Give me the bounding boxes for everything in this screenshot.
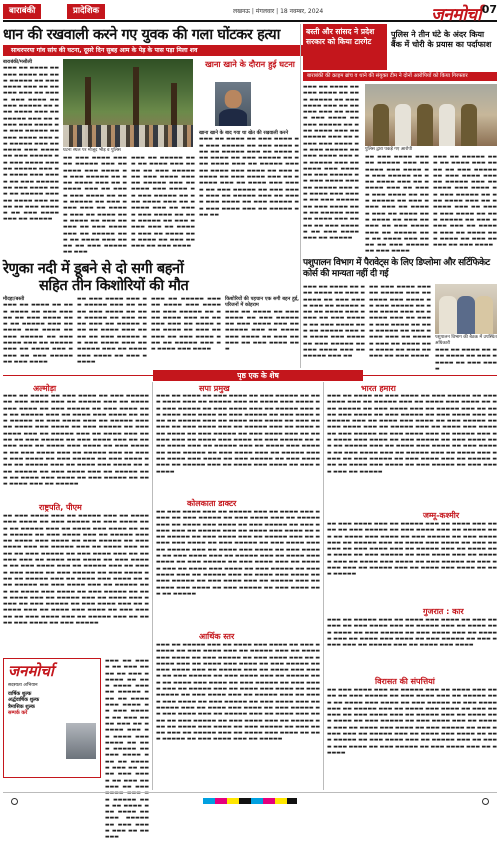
police-photo-caption: पुलिस द्वारा पकड़े गए आरोपी xyxy=(365,147,413,152)
accused-person xyxy=(395,104,411,146)
story-text-filler: ▬▬▬ ▬▬ ▬▬▬▬ ▬▬ ▬▬▬ ▬▬▬▬ ▬▬ ▬▬▬ ▬▬▬▬▬ ▬▬ ▬▬▬ ▬▬▬▬ ▬▬▬ ▬▬ ▬▬▬▬▬ ▬▬▬ ▬▬ ▬▬▬▬ ▬▬▬ ▬▬▬▬ ▬▬ ▬▬▬ ▬▬▬▬▬ ▬▬ ▬▬▬ ▬▬▬▬ ▬▬▬ ▬▬ ▬▬▬▬▬ ▬▬▬ ▬▬ ▬▬▬▬ ▬▬▬ ▬▬▬▬ ▬▬ ▬▬▬ ▬▬▬▬▬ ▬▬ ▬▬▬ ▬▬▬▬ ▬▬▬ ▬▬ ▬▬▬▬▬ ▬▬▬ ▬▬ ▬▬▬▬ ▬▬▬ ▬▬▬▬ ▬▬ ▬▬▬ ▬▬▬▬▬ ▬▬ ▬▬▬ ▬▬▬▬ ▬▬▬ ▬▬ ▬▬▬▬▬ ▬▬▬ ▬▬ ▬▬▬▬ ▬▬▬ ▬▬▬▬ ▬▬ ▬▬▬ ▬▬▬▬▬ ▬▬ ▬▬▬ ▬▬▬▬ ▬▬▬ ▬▬ ▬▬▬▬▬ ▬▬▬ ▬▬ ▬▬▬▬ ▬▬▬ ▬▬▬▬ ▬▬ ▬▬▬ ▬▬▬▬▬ ▬▬ ▬▬▬ ▬▬▬▬ ▬▬▬ ▬▬ ▬▬▬▬▬ ▬▬▬ ▬▬ ▬▬▬▬ ▬▬▬ ▬▬▬▬ ▬▬ ▬▬▬ ▬▬▬▬▬ ▬▬ ▬▬▬ ▬▬▬▬ ▬▬▬ ▬▬ ▬▬▬▬▬ ▬▬▬ ▬▬ ▬▬▬▬ ▬▬▬ ▬▬▬▬ ▬▬ ▬▬▬ ▬▬▬▬▬ ▬▬ ▬▬▬ ▬▬▬▬ ▬▬▬ ▬▬ ▬▬▬▬▬ ▬▬▬ ▬▬ ▬▬▬▬ ▬▬▬ ▬▬▬▬ ▬▬ ▬▬▬ ▬▬▬▬▬ ▬▬ ▬▬▬ ▬▬▬▬ ▬▬▬ ▬▬ ▬▬▬▬▬ xyxy=(327,393,497,475)
column-divider xyxy=(300,24,301,368)
cont-title-india-our: भारत हमारा xyxy=(361,384,396,393)
lead-text-col1 xyxy=(3,59,59,259)
page-number: 07 xyxy=(481,3,497,16)
cont-title-jammu-kashmir: जम्मू-कश्मीर xyxy=(423,511,460,520)
story-text-filler: ▬▬ ▬▬▬ ▬▬▬▬ ▬▬▬ ▬▬ ▬▬▬▬▬ ▬▬▬ ▬▬ ▬▬▬▬ ▬▬▬ ▬▬▬▬ ▬▬ ▬▬▬ ▬▬▬▬▬ ▬▬ ▬▬▬ ▬▬▬▬ ▬▬▬ ▬▬ ▬▬▬▬▬ ▬▬▬ ▬▬ ▬▬▬▬ ▬▬▬ ▬▬▬▬ ▬▬ ▬▬▬ ▬▬▬▬▬ ▬▬ ▬▬▬ ▬▬▬▬ ▬▬▬ ▬▬ ▬▬▬▬▬ ▬▬▬ ▬▬ ▬▬▬▬ ▬▬▬ ▬▬▬▬ ▬▬ ▬▬▬ ▬▬▬▬▬ xyxy=(77,296,147,365)
story-text-filler: ▬▬▬ ▬▬ ▬▬▬▬▬ ▬▬▬ ▬▬ ▬▬▬▬ ▬▬▬ ▬▬▬▬ ▬▬ ▬▬▬ ▬▬▬▬▬ ▬▬ ▬▬▬ ▬▬▬▬ ▬▬▬ ▬▬ ▬▬▬▬▬ ▬▬▬ ▬▬ ▬▬▬▬ ▬▬▬ ▬▬▬▬ ▬▬ ▬▬▬ ▬▬▬▬▬ ▬▬ ▬▬▬ ▬▬▬▬ ▬▬▬ ▬▬ ▬▬▬▬▬ ▬▬▬ ▬▬ ▬▬▬▬ ▬▬▬ ▬▬▬▬ ▬▬ ▬▬▬ ▬▬▬▬▬ ▬▬ ▬▬▬ ▬▬▬▬ ▬▬▬ ▬▬ ▬▬▬▬▬ ▬▬▬ ▬▬ ▬▬▬▬ ▬▬▬ ▬▬▬▬ ▬▬ ▬▬▬ ▬▬▬▬▬ ▬▬ ▬▬▬ ▬▬▬▬ xyxy=(433,154,497,249)
newspaper-brand: जनमोर्चा xyxy=(431,5,481,25)
story-text-filler: ▬▬▬ ▬▬ ▬▬▬▬▬ ▬▬▬ ▬▬ ▬▬▬▬ ▬▬▬ ▬▬▬▬ ▬▬ ▬▬▬ ▬▬▬▬▬ ▬▬ ▬▬▬ ▬▬▬▬ ▬▬▬ ▬▬ ▬▬▬▬▬ ▬▬▬ ▬▬ ▬▬▬▬ ▬▬▬ ▬▬▬▬ ▬▬ ▬▬▬ ▬▬▬▬▬ ▬▬ ▬▬▬ ▬▬▬▬ ▬▬▬ ▬▬ ▬▬▬▬▬ ▬▬▬ ▬▬ ▬▬▬▬ ▬▬▬ ▬▬▬▬ xyxy=(151,296,221,353)
issue-date-line: लखनऊ | मंगलवार | 18 नवम्बर, 2024 xyxy=(233,8,324,15)
cont-title-almora: अल्मोड़ा xyxy=(33,384,57,393)
cont-text-kolkata-doctor xyxy=(156,509,320,629)
person xyxy=(439,296,457,334)
registration-mark-icon xyxy=(11,798,18,805)
newspaper-page xyxy=(3,2,497,841)
face xyxy=(225,90,242,108)
crowd xyxy=(63,125,193,147)
cont-text-india-our xyxy=(327,393,497,509)
story-text-filler: ▬▬ ▬▬▬ ▬▬▬▬ ▬▬▬ ▬▬ ▬▬▬▬▬ ▬▬▬ ▬▬ ▬▬▬▬ ▬▬▬ ▬▬▬▬ ▬▬ ▬▬▬ ▬▬▬▬▬ ▬▬ ▬▬▬ ▬▬▬▬ ▬▬▬ ▬▬ ▬▬▬▬▬ ▬▬▬ ▬▬ ▬▬▬▬ ▬▬▬ ▬▬▬▬ ▬▬ ▬▬▬ ▬▬▬▬▬ ▬▬ ▬▬▬ ▬▬▬▬ ▬▬▬ ▬▬ ▬▬▬▬▬ ▬▬▬ ▬▬ ▬▬▬▬ ▬▬▬ ▬▬▬▬ ▬▬ ▬▬▬ ▬▬▬▬▬ ▬▬ ▬▬▬ ▬▬▬▬ ▬▬▬ ▬▬ ▬▬▬▬▬ ▬▬▬ ▬▬ ▬▬▬▬ ▬▬▬ ▬▬▬▬ ▬▬ ▬▬▬ ▬▬▬▬▬ ▬▬ ▬▬▬ ▬▬▬▬ ▬▬▬ ▬▬ ▬▬▬▬▬ ▬▬▬ ▬▬ ▬▬▬▬ ▬▬▬ ▬▬▬▬ ▬▬ ▬▬▬ ▬▬▬▬▬ ▬▬ ▬▬▬ ▬▬▬▬ ▬▬▬ ▬▬ ▬▬▬▬▬ ▬▬▬ ▬▬ ▬▬▬▬ ▬▬▬ ▬▬▬▬ ▬▬ ▬▬▬ ▬▬▬▬▬ ▬▬ ▬▬▬ ▬▬▬▬ ▬▬▬ ▬▬ ▬▬▬▬▬ ▬▬▬ ▬▬ ▬▬▬▬ ▬▬▬ ▬▬▬▬ ▬▬ ▬▬▬ ▬▬▬▬▬ ▬▬ ▬▬▬ ▬▬▬▬ ▬▬▬ ▬▬ ▬▬▬▬▬ ▬▬▬ ▬▬ ▬▬▬▬ ▬▬▬ ▬▬▬▬ ▬▬ ▬▬▬ ▬▬▬▬▬ ▬▬ ▬▬▬ ▬▬▬▬ ▬▬▬ ▬▬ ▬▬▬▬▬ ▬▬▬ ▬▬ ▬▬▬▬ ▬▬▬ ▬▬▬▬ ▬▬ ▬▬▬ ▬▬▬▬▬ ▬▬ ▬▬▬ ▬▬▬▬ ▬▬▬ ▬▬ ▬▬▬▬▬ ▬▬▬ ▬▬ ▬▬▬▬ ▬▬▬ ▬▬▬▬ ▬▬ ▬▬▬ ▬▬▬▬▬ ▬▬ ▬▬▬ ▬▬▬▬ ▬▬▬ ▬▬ ▬▬▬▬▬ ▬▬▬ ▬▬ ▬▬▬▬ ▬▬▬ ▬▬▬▬ ▬▬ ▬▬▬ ▬▬▬▬▬ xyxy=(3,513,149,627)
police-arrest-photo xyxy=(365,84,497,146)
promo-logo: जनमोर्चा xyxy=(8,662,54,680)
registration-mark-icon xyxy=(482,798,489,805)
vet-text-col3 xyxy=(435,347,497,372)
story-text-filler: ▬▬▬ ▬▬ ▬▬▬▬▬ ▬▬▬ ▬▬ ▬▬▬▬ ▬▬▬ ▬▬▬▬ ▬▬ ▬▬▬ ▬▬▬▬▬ ▬▬ ▬▬▬ ▬▬▬▬ ▬▬▬ ▬▬ ▬▬▬▬▬ ▬▬▬ ▬▬ ▬▬▬▬ ▬▬▬ ▬▬▬▬ ▬▬ ▬▬▬ ▬▬▬▬▬ ▬▬ ▬▬▬ ▬▬▬▬ ▬▬▬ ▬▬ ▬▬▬▬▬ ▬▬▬ ▬▬ ▬▬▬▬ ▬▬▬ ▬▬▬▬ ▬▬ ▬▬▬ ▬▬▬▬▬ ▬▬ ▬▬▬ ▬▬▬▬ ▬▬▬ ▬▬ ▬▬▬▬▬ ▬▬▬ ▬▬ ▬▬▬▬ ▬▬▬ ▬▬▬▬ ▬▬ ▬▬▬ ▬▬▬▬▬ ▬▬ ▬▬▬ ▬▬▬▬ ▬▬▬ ▬▬ ▬▬▬▬▬ ▬▬▬ ▬▬ ▬▬▬▬ ▬▬▬ ▬▬▬▬ ▬▬ ▬▬▬ ▬▬▬▬▬ ▬▬ ▬▬▬ ▬▬▬▬ ▬▬▬ ▬▬ ▬▬▬▬▬ ▬▬▬ ▬▬ ▬▬▬▬ ▬▬▬ ▬▬▬▬ ▬▬ ▬▬▬ ▬▬▬▬▬ ▬▬ ▬▬▬ ▬▬▬▬ ▬▬▬ ▬▬ ▬▬▬▬▬ ▬▬▬ ▬▬ ▬▬▬▬ ▬▬▬ ▬▬▬▬ ▬▬ ▬▬▬ ▬▬▬▬▬ ▬▬ ▬▬▬ ▬▬▬▬ ▬▬▬ ▬▬ ▬▬▬▬▬ ▬▬▬ ▬▬ ▬▬▬▬ ▬▬▬ ▬▬▬▬ ▬▬ ▬▬▬ ▬▬▬▬▬ ▬▬ ▬▬▬ ▬▬▬▬ ▬▬▬ ▬▬ ▬▬▬▬▬ ▬▬▬ ▬▬ ▬▬▬▬ ▬▬▬ ▬▬▬▬ ▬▬ ▬▬▬ ▬▬▬▬▬ ▬▬ ▬▬▬ ▬▬▬▬ ▬▬▬ ▬▬ ▬▬▬▬▬ ▬▬▬ ▬▬ ▬▬▬▬ ▬▬▬ ▬▬▬▬ ▬▬ ▬▬▬ ▬▬▬▬▬ ▬▬ ▬▬▬ ▬▬▬▬ ▬▬▬ ▬▬ ▬▬▬▬▬ ▬▬▬ ▬▬ ▬▬▬▬ ▬▬▬ ▬▬▬▬ ▬▬ ▬▬▬ ▬▬▬▬▬ ▬▬ ▬▬▬ ▬▬▬▬ ▬▬▬ ▬▬ ▬▬▬▬▬ xyxy=(156,642,320,743)
section-tab-barabanki: बाराबंकी xyxy=(3,4,41,19)
police-officer xyxy=(417,104,433,146)
accused-person xyxy=(439,104,455,146)
cont-text-almora xyxy=(3,393,149,501)
lead-text-col3 xyxy=(131,155,195,255)
top-right-headline: पुलिस ने तीन घंटे के अंदर किया बैंक में चोरी के प्रयास का पर्दाफाश xyxy=(391,30,492,49)
lead-text-filler: ▬▬▬ ▬▬ ▬▬▬▬ ▬▬ ▬▬▬ ▬▬▬▬ ▬▬ ▬▬▬ ▬▬▬▬▬ ▬▬ ▬▬▬ ▬▬▬▬ ▬▬▬ ▬▬ ▬▬▬▬▬ ▬▬▬ ▬▬ ▬▬▬▬ ▬▬▬ ▬▬▬▬ ▬▬ ▬▬▬ ▬▬▬▬▬ ▬▬ ▬▬▬ ▬▬▬▬ ▬▬▬ ▬▬ ▬▬▬▬▬ ▬▬▬ ▬▬ ▬▬▬▬ ▬▬▬ ▬▬▬▬ ▬▬ ▬▬▬ ▬▬▬▬▬ ▬▬ ▬▬▬ ▬▬▬▬ ▬▬▬ ▬▬ ▬▬▬▬▬ ▬▬▬ ▬▬ ▬▬▬▬ ▬▬▬ ▬▬▬▬ ▬▬ ▬▬▬ ▬▬▬▬▬ ▬▬ ▬▬▬ ▬▬▬▬ ▬▬▬ ▬▬ ▬▬▬▬▬ ▬▬▬ ▬▬ ▬▬▬▬ ▬▬▬ ▬▬▬▬ ▬▬ ▬▬▬ ▬▬▬▬▬ ▬▬ ▬▬▬ ▬▬▬▬ ▬▬▬ ▬▬ ▬▬▬▬▬ ▬▬▬ ▬▬ xyxy=(199,136,299,218)
page-footer xyxy=(3,792,497,807)
lead-text-filler: ▬▬▬ ▬▬ ▬▬▬▬ ▬▬ ▬▬▬ ▬▬▬▬ ▬▬ ▬▬▬ ▬▬▬▬▬ ▬▬ ▬▬▬ ▬▬▬▬ ▬▬▬ ▬▬ ▬▬▬▬▬ ▬▬▬ ▬▬ ▬▬▬▬ ▬▬▬ ▬▬▬▬ ▬▬ ▬▬▬ ▬▬▬▬▬ ▬▬ ▬▬▬ ▬▬▬▬ ▬▬▬ ▬▬ ▬▬▬▬▬ ▬▬▬ ▬▬ ▬▬▬▬ ▬▬▬ ▬▬▬▬ ▬▬ ▬▬▬ ▬▬▬▬▬ ▬▬ ▬▬▬ ▬▬▬▬ ▬▬▬ ▬▬ ▬▬▬▬▬ ▬▬▬ ▬▬ ▬▬▬▬ ▬▬▬ ▬▬▬▬ ▬▬ ▬▬▬ ▬▬▬▬▬ ▬▬ ▬▬▬ ▬▬▬▬ ▬▬▬ ▬▬ ▬▬▬▬▬ ▬▬▬ ▬▬ ▬▬▬▬ ▬▬▬ ▬▬▬▬ ▬▬ ▬▬▬ ▬▬▬▬▬ ▬▬ ▬▬▬ ▬▬▬▬ ▬▬▬ ▬▬ ▬▬▬▬▬ ▬▬▬ ▬▬ ▬▬▬▬ ▬▬▬ ▬▬▬▬ ▬▬ ▬▬▬ ▬▬▬▬▬ ▬▬ ▬▬▬ ▬▬▬▬ ▬▬▬ ▬▬ ▬▬▬▬▬ xyxy=(3,65,59,223)
lead-subline: साथरपरया गांव सांय की घटना, दूसरे दिन सुबह आम के पेड़ के पास पड़ा मिला शव xyxy=(3,45,303,56)
cont-title-president-pm: राष्ट्रपति, पीएम xyxy=(39,503,82,512)
top-right-text-col3 xyxy=(433,154,497,259)
promo-contact: सम्पर्क करें xyxy=(8,709,28,716)
vet-photo-caption: पशुपालन विभाग की बैठक में उपस्थित अधिकारी xyxy=(435,335,497,346)
cont-title-kolkata-doctor: कोलकाता डाक्टर xyxy=(187,499,237,508)
top-right-subline: बाराबंकी की क्राइम ब्रांच व थाने की संयुक्त टीम ने दोनों आरोपियों को किया गिरफ्तार xyxy=(303,72,497,81)
lead-box-headline: खाना खाने के दौरान हुई घटना xyxy=(205,59,295,69)
story-text-filler: ▬▬▬ ▬▬ ▬▬▬▬ ▬▬ ▬▬▬ ▬▬▬▬ ▬▬ ▬▬▬ ▬▬▬▬▬ ▬▬ ▬▬▬ ▬▬▬▬ ▬▬▬ ▬▬ ▬▬▬▬▬ ▬▬▬ ▬▬ ▬▬▬▬ ▬▬▬ ▬▬▬▬ ▬▬ ▬▬▬ ▬▬▬▬▬ ▬▬ ▬▬▬ ▬▬▬▬ ▬▬▬ ▬▬ ▬▬▬▬▬ ▬▬▬ ▬▬ ▬▬▬▬ ▬▬▬ ▬▬▬▬ ▬▬ ▬▬▬ ▬▬▬▬▬ ▬▬ ▬▬▬ ▬▬▬▬ ▬▬▬ ▬▬ ▬▬▬▬▬ ▬▬▬ ▬▬ xyxy=(303,284,365,360)
cont-title-economic-level: आर्थिक स्तर xyxy=(199,632,235,641)
drowning-dateline: मौदहा/बस्ती xyxy=(3,296,25,302)
story-text-filler: ▬▬▬ ▬▬ ▬▬▬▬▬ ▬▬▬ ▬▬ ▬▬▬▬ ▬▬▬ ▬▬▬▬ ▬▬ ▬▬▬ ▬▬▬▬▬ ▬▬ ▬▬▬ ▬▬▬▬ ▬▬▬ ▬▬ ▬▬▬▬▬ ▬▬▬ ▬▬ ▬▬▬▬ ▬▬▬ ▬▬▬▬ ▬▬ ▬▬▬ ▬▬▬▬▬ ▬▬ ▬▬▬ ▬▬▬▬ ▬▬▬ ▬▬ ▬▬▬▬▬ ▬▬▬ ▬▬ ▬▬▬▬ ▬▬▬ ▬▬▬▬ ▬▬ ▬▬▬ ▬▬▬▬▬ ▬▬ ▬▬▬ ▬▬▬▬ ▬▬▬ ▬▬ ▬▬▬▬▬ ▬▬▬ ▬▬ ▬▬▬▬ ▬▬▬ ▬▬▬▬ xyxy=(327,617,497,649)
lead-headline: धान की रखवाली करने गए युवक की गला घोंटकर हत्या xyxy=(3,26,280,43)
story-text-filler: ▬▬▬ ▬▬ ▬▬▬▬ ▬▬ ▬▬▬ ▬▬▬▬ ▬▬ ▬▬▬ ▬▬▬▬▬ ▬▬ ▬▬▬ ▬▬▬▬ ▬▬▬ ▬▬ ▬▬▬▬▬ ▬▬▬ ▬▬ ▬▬▬▬ ▬▬▬ ▬▬▬▬ ▬▬ ▬▬▬ ▬▬▬▬▬ ▬▬ ▬▬▬ ▬▬▬▬ ▬▬▬ ▬▬ ▬▬▬▬▬ ▬▬▬ ▬▬ ▬▬▬▬ ▬▬▬ ▬▬▬▬ ▬▬ ▬▬▬ ▬▬▬▬▬ ▬▬ ▬▬▬ ▬▬▬▬ ▬▬▬ ▬▬ ▬▬▬▬▬ ▬▬▬ ▬▬ ▬▬▬▬ ▬▬▬ ▬▬▬▬ ▬▬ ▬▬▬ ▬▬▬▬▬ ▬▬ ▬▬▬ ▬▬▬▬ ▬▬▬ ▬▬ ▬▬▬▬▬ ▬▬▬ ▬▬ ▬▬▬▬ ▬▬▬ ▬▬▬▬ ▬▬ ▬▬▬ ▬▬▬▬▬ ▬▬ ▬▬▬ ▬▬▬▬ ▬▬▬ ▬▬ ▬▬▬▬▬ ▬▬▬ ▬▬ ▬▬▬▬ ▬▬▬ ▬▬▬▬ ▬▬ ▬▬▬ ▬▬▬▬▬ ▬▬ ▬▬▬ ▬▬▬▬ ▬▬▬ ▬▬ ▬▬▬▬▬ ▬▬▬ ▬▬ ▬▬▬▬ ▬▬▬ ▬▬▬▬ ▬▬ ▬▬▬ ▬▬▬▬▬ ▬▬ ▬▬▬ ▬▬▬▬ ▬▬▬ ▬▬ ▬▬▬▬▬ ▬▬▬ ▬▬ ▬▬▬▬ ▬▬▬ ▬▬▬▬ ▬▬ ▬▬▬ ▬▬▬▬▬ ▬▬ ▬▬▬ ▬▬▬▬ ▬▬▬ ▬▬ ▬▬▬▬▬ ▬▬▬ ▬▬ ▬▬▬▬ ▬▬▬ ▬▬▬▬ ▬▬ ▬▬▬ ▬▬▬▬▬ xyxy=(156,393,320,475)
police-officer xyxy=(461,104,477,146)
lead-text-col4 xyxy=(199,130,299,255)
promo-annual: वार्षिक शुल्क xyxy=(8,691,32,697)
vet-text-col1 xyxy=(303,284,365,368)
vet-course-headline-line1: पशुपालन विभाग में पैरावेट्स के लिए डिप्लोमा और सर्टिफिकेट xyxy=(303,258,490,268)
column-divider xyxy=(152,382,153,790)
person xyxy=(475,296,493,334)
top-right-text-col1 xyxy=(303,84,359,259)
story-text-filler: ▬▬▬ ▬▬ ▬▬▬▬ ▬▬ ▬▬▬ ▬▬▬▬ ▬▬ ▬▬▬ ▬▬▬▬▬ ▬▬ ▬▬▬ ▬▬▬▬ ▬▬▬ ▬▬ ▬▬▬▬▬ ▬▬▬ ▬▬ ▬▬▬▬ ▬▬▬ ▬▬▬▬ ▬▬ ▬▬▬ ▬▬▬▬▬ ▬▬ ▬▬▬ ▬▬▬▬ ▬▬▬ ▬▬ ▬▬▬▬▬ ▬▬▬ ▬▬ ▬▬▬▬ ▬▬▬ ▬▬▬▬ ▬▬ ▬▬▬ ▬▬▬▬▬ ▬▬ ▬▬▬ ▬▬▬▬ ▬▬▬ ▬▬ ▬▬▬▬▬ ▬▬▬ ▬▬ ▬▬▬▬ ▬▬▬ ▬▬▬▬ ▬▬ ▬▬▬ ▬▬▬▬▬ ▬▬ ▬▬▬ ▬▬▬▬ ▬▬▬ ▬▬ ▬▬▬▬▬ ▬▬▬ ▬▬ ▬▬▬▬ ▬▬▬ ▬▬▬▬ ▬▬ ▬▬▬ ▬▬▬▬▬ ▬▬ ▬▬▬ ▬▬▬▬ ▬▬▬ ▬▬ ▬▬▬▬▬ xyxy=(105,658,149,841)
section-tab-state: प्रादेशिक xyxy=(67,4,105,19)
story-text-filler: ▬▬▬ ▬▬ ▬▬▬▬ ▬▬ ▬▬▬ ▬▬▬▬ ▬▬ ▬▬▬ ▬▬▬▬▬ ▬▬ ▬▬▬ ▬▬▬▬ xyxy=(435,347,497,372)
cont-title-sp-chief: सपा प्रमुख xyxy=(199,384,230,393)
vet-text-col2 xyxy=(369,284,431,368)
lead-text-filler: ▬▬▬ ▬▬ ▬▬▬▬▬ ▬▬▬ ▬▬ ▬▬▬▬ ▬▬▬ ▬▬▬▬ ▬▬ ▬▬▬ ▬▬▬▬▬ ▬▬ ▬▬▬ ▬▬▬▬ ▬▬▬ ▬▬ ▬▬▬▬▬ ▬▬▬ ▬▬ ▬▬▬▬ ▬▬▬ ▬▬▬▬ ▬▬ ▬▬▬ ▬▬▬▬▬ ▬▬ ▬▬▬ ▬▬▬▬ ▬▬▬ ▬▬ ▬▬▬▬▬ ▬▬▬ ▬▬ ▬▬▬▬ ▬▬▬ ▬▬▬▬ ▬▬ ▬▬▬ ▬▬▬▬▬ ▬▬ ▬▬▬ ▬▬▬▬ ▬▬▬ ▬▬ ▬▬▬▬▬ ▬▬▬ ▬▬ ▬▬▬▬ ▬▬▬ ▬▬▬▬ ▬▬ ▬▬▬ ▬▬▬▬▬ ▬▬ ▬▬▬ ▬▬▬▬ xyxy=(131,155,195,250)
lead-box-subhead: खाना खाने के बाद गया था खेत की रखवाली करने xyxy=(199,130,289,136)
cont-text-jammu-kashmir xyxy=(327,521,497,605)
drowning-brief-head: किशोरियों की पहचान एक सगी बहन हुई, परिजनों में कोहराम xyxy=(225,296,299,309)
drowning-text-col4 xyxy=(225,296,299,368)
shirt xyxy=(219,109,248,126)
top-right-boxed-headline xyxy=(303,24,387,70)
lead-text-filler: ▬▬ ▬▬▬ ▬▬▬▬ ▬▬▬ ▬▬ ▬▬▬▬▬ ▬▬▬ ▬▬ ▬▬▬▬ ▬▬▬ ▬▬▬▬ ▬▬ ▬▬▬ ▬▬▬▬▬ ▬▬ ▬▬▬ ▬▬▬▬ ▬▬▬ ▬▬ ▬▬▬▬▬ ▬▬▬ ▬▬ ▬▬▬▬ ▬▬▬ ▬▬▬▬ ▬▬ ▬▬▬ ▬▬▬▬▬ ▬▬ ▬▬▬ ▬▬▬▬ ▬▬▬ ▬▬ ▬▬▬▬▬ ▬▬▬ ▬▬ ▬▬▬▬ ▬▬▬ ▬▬▬▬ ▬▬ ▬▬▬ ▬▬▬▬▬ ▬▬ ▬▬▬ ▬▬▬▬ ▬▬▬ ▬▬ ▬▬▬▬▬ ▬▬▬ ▬▬ ▬▬▬▬ ▬▬▬ ▬▬▬▬ ▬▬ ▬▬▬ ▬▬▬▬▬ ▬▬ ▬▬▬ xyxy=(63,155,127,256)
lead-dateline: बाराबंकी/मसौली xyxy=(3,59,33,65)
cont-title-heritage-properties: विरासत की संपत्तियां xyxy=(375,677,435,686)
cont-text-gujarat-car xyxy=(327,617,497,675)
promo-half-yearly: अर्द्धवार्षिक शुल्क xyxy=(8,697,40,704)
cont-text-president-pm xyxy=(3,513,149,655)
victim-portrait-photo xyxy=(215,82,251,126)
police-officer xyxy=(373,104,389,146)
masthead xyxy=(3,2,497,25)
story-text-filler: ▬▬▬ ▬▬ ▬▬▬▬ ▬▬ ▬▬▬ ▬▬▬▬ ▬▬ ▬▬▬ ▬▬▬▬▬ ▬▬ ▬▬▬ ▬▬▬▬ ▬▬▬ ▬▬ ▬▬▬▬▬ ▬▬▬ ▬▬ ▬▬▬▬ ▬▬▬ ▬▬▬▬ ▬▬ ▬▬▬ ▬▬▬▬▬ ▬▬ ▬▬▬ ▬▬▬▬ ▬▬▬ ▬▬ ▬▬▬▬▬ ▬▬▬ ▬▬ ▬▬▬▬ ▬▬▬ ▬▬▬▬ ▬▬ ▬▬▬ ▬▬▬▬▬ ▬▬ ▬▬▬ ▬▬▬▬ xyxy=(3,302,73,365)
story-text-filler: ▬▬▬ ▬▬ ▬▬▬▬ ▬▬ ▬▬▬ ▬▬▬▬ ▬▬ ▬▬▬ ▬▬▬▬▬ ▬▬ ▬▬▬ ▬▬▬▬ ▬▬▬ ▬▬ ▬▬▬▬▬ ▬▬▬ ▬▬ ▬▬▬▬ ▬▬▬ ▬▬▬▬ ▬▬ ▬▬▬ ▬▬▬▬▬ ▬▬ ▬▬▬ ▬▬▬▬ ▬▬▬ ▬▬ ▬▬▬▬▬ ▬▬▬ ▬▬ ▬▬▬▬ ▬▬▬ ▬▬▬▬ ▬▬ ▬▬▬ ▬▬▬▬▬ ▬▬ ▬▬▬ ▬▬▬▬ ▬▬▬ ▬▬ ▬▬▬▬▬ ▬▬▬ ▬▬ ▬▬▬▬ ▬▬▬ ▬▬▬▬ ▬▬ ▬▬▬ ▬▬▬▬▬ ▬▬ ▬▬▬ ▬▬▬▬ ▬▬▬ ▬▬ ▬▬▬▬▬ ▬▬▬ ▬▬ ▬▬▬▬ ▬▬▬ ▬▬▬▬ ▬▬ ▬▬▬ ▬▬▬▬▬ ▬▬ ▬▬▬ ▬▬▬▬ ▬▬▬ ▬▬ ▬▬▬▬▬ ▬▬▬ ▬▬ ▬▬▬▬ ▬▬▬ ▬▬▬▬ ▬▬ ▬▬▬ ▬▬▬▬▬ ▬▬ ▬▬▬ ▬▬▬▬ ▬▬▬ ▬▬ ▬▬▬▬▬ ▬▬▬ ▬▬ ▬▬▬▬ ▬▬▬ ▬▬▬▬ ▬▬ ▬▬▬ ▬▬▬▬▬ ▬▬ ▬▬▬ ▬▬▬▬ ▬▬▬ ▬▬ ▬▬▬▬▬ ▬▬▬ ▬▬ ▬▬▬▬ ▬▬▬ ▬▬▬▬ ▬▬ ▬▬▬ ▬▬▬▬▬ ▬▬ ▬▬▬ ▬▬▬▬ ▬▬▬ ▬▬ ▬▬▬▬▬ ▬▬▬ ▬▬ ▬▬▬▬ ▬▬▬ ▬▬▬▬ ▬▬ ▬▬▬ ▬▬▬▬▬ ▬▬ ▬▬▬ ▬▬▬▬ ▬▬▬ ▬▬ ▬▬▬▬▬ xyxy=(3,393,149,488)
cont-text-heritage-properties xyxy=(327,687,497,790)
cont-text-sp-chief xyxy=(156,393,320,497)
cont-text-promo-side xyxy=(105,658,149,841)
person xyxy=(457,296,475,334)
color-calibration-bars xyxy=(203,798,297,804)
vet-meeting-photo xyxy=(435,284,497,334)
subscription-promo-box xyxy=(3,658,101,778)
cont-title-gujarat-car: गुजरात : कार xyxy=(423,607,464,616)
story-text-filler: ▬▬ ▬▬▬ ▬▬▬▬ ▬▬▬ ▬▬ ▬▬▬▬▬ ▬▬▬ ▬▬ ▬▬▬▬ ▬▬▬ ▬▬▬▬ ▬▬ ▬▬▬ ▬▬▬▬▬ ▬▬ ▬▬▬ ▬▬▬▬ ▬▬▬ ▬▬ ▬▬▬▬▬ ▬▬▬ ▬▬ ▬▬▬▬ ▬▬▬ ▬▬▬▬ ▬▬ ▬▬▬ ▬▬▬▬▬ ▬▬ ▬▬▬ ▬▬▬▬ ▬▬▬ ▬▬ ▬▬▬▬▬ ▬▬▬ ▬▬ ▬▬▬▬ ▬▬▬ ▬▬▬▬ ▬▬ ▬▬▬ ▬▬▬▬▬ ▬▬ ▬▬▬ ▬▬▬▬ ▬▬▬ ▬▬ ▬▬▬▬▬ ▬▬▬ ▬▬ ▬▬▬▬ ▬▬▬ ▬▬▬▬ ▬▬ ▬▬▬ ▬▬▬▬▬ ▬▬ ▬▬▬ ▬▬▬▬ ▬▬▬ ▬▬ ▬▬▬▬▬ ▬▬▬ ▬▬ ▬▬▬▬ ▬▬▬ ▬▬▬▬ ▬▬ ▬▬▬ ▬▬▬▬▬ ▬▬ ▬▬▬ ▬▬▬▬ ▬▬▬ ▬▬ ▬▬▬▬▬ ▬▬▬ ▬▬ ▬▬▬▬ ▬▬▬ ▬▬▬▬ ▬▬ ▬▬▬ ▬▬▬▬▬ ▬▬ ▬▬▬ ▬▬▬▬ ▬▬▬ ▬▬ ▬▬▬▬▬ ▬▬▬ ▬▬ ▬▬▬▬ ▬▬▬ ▬▬▬▬ ▬▬ ▬▬▬ ▬▬▬▬▬ ▬▬ ▬▬▬ ▬▬▬▬ ▬▬▬ ▬▬ ▬▬▬▬▬ ▬▬▬ ▬▬ ▬▬▬▬ ▬▬▬ ▬▬▬▬ ▬▬ ▬▬▬ ▬▬▬▬▬ ▬▬ ▬▬▬ ▬▬▬▬ ▬▬▬ ▬▬ ▬▬▬▬▬ ▬▬▬ ▬▬ ▬▬▬▬ ▬▬▬ ▬▬▬▬ ▬▬ ▬▬▬ ▬▬▬▬▬ ▬▬ ▬▬▬ ▬▬▬▬ ▬▬▬ ▬▬ ▬▬▬▬▬ xyxy=(156,509,320,597)
story-text-filler: ▬▬ ▬▬▬ ▬▬▬▬ ▬▬▬ ▬▬ ▬▬▬▬▬ ▬▬▬ ▬▬ ▬▬▬▬ ▬▬▬ ▬▬▬▬ ▬▬ ▬▬▬ ▬▬▬▬▬ ▬▬ ▬▬▬ ▬▬▬▬ ▬▬▬ ▬▬ ▬▬▬▬▬ ▬▬▬ ▬▬ ▬▬▬▬ ▬▬▬ ▬▬▬▬ ▬▬ ▬▬▬ ▬▬▬▬▬ ▬▬ ▬▬▬ ▬▬▬▬ ▬▬▬ ▬▬ ▬▬▬▬▬ ▬▬▬ ▬▬ ▬▬▬▬ ▬▬▬ ▬▬▬▬ ▬▬ ▬▬▬ ▬▬▬▬▬ ▬▬ ▬▬▬ ▬▬▬▬ ▬▬▬ ▬▬ ▬▬▬▬▬ ▬▬▬ ▬▬ ▬▬▬▬ ▬▬▬ ▬▬▬▬ ▬▬ ▬▬▬ ▬▬▬▬▬ ▬▬ ▬▬▬ ▬▬▬▬ ▬▬▬ ▬▬ ▬▬▬▬▬ ▬▬▬ ▬▬ ▬▬▬▬ ▬▬▬ ▬▬▬▬ ▬▬ ▬▬▬ ▬▬▬▬▬ ▬▬ ▬▬▬ ▬▬▬▬ ▬▬▬ ▬▬ ▬▬▬▬▬ ▬▬▬ ▬▬ ▬▬▬▬ ▬▬▬ ▬▬▬▬ ▬▬ ▬▬▬ ▬▬▬▬▬ xyxy=(327,521,497,578)
boxed-headline-text: बस्ती और सांसद ने प्रदेश सरकार को किया टारगेट xyxy=(306,27,375,46)
story-text-filler: ▬▬ ▬▬▬ ▬▬▬▬ ▬▬▬ ▬▬ ▬▬▬▬▬ ▬▬▬ ▬▬ ▬▬▬▬ ▬▬▬ ▬▬▬▬ ▬▬ ▬▬▬ ▬▬▬▬▬ ▬▬ ▬▬▬ ▬▬▬▬ ▬▬▬ ▬▬ ▬▬▬▬▬ ▬▬▬ ▬▬ ▬▬▬▬ ▬▬▬ ▬▬▬▬ ▬▬ ▬▬▬ ▬▬▬▬▬ ▬▬ ▬▬▬ ▬▬▬▬ ▬▬▬ ▬▬ ▬▬▬▬▬ ▬▬▬ ▬▬ ▬▬▬▬ ▬▬▬ ▬▬▬▬ ▬▬ ▬▬▬ ▬▬▬▬▬ ▬▬ ▬▬▬ ▬▬▬▬ xyxy=(369,284,431,360)
lead-photo-crowd-under-trees xyxy=(63,59,193,147)
drowning-text-col2 xyxy=(77,296,147,368)
drowning-headline-line1: रेणुका नदी में डूबने से दो सगी बहनों xyxy=(3,260,184,277)
drowning-text-col1 xyxy=(3,296,73,368)
lead-photo-caption: घटना स्थल पर मौजूद भीड़ व पुलिस xyxy=(63,148,121,153)
lead-text-col2 xyxy=(63,155,127,255)
vet-course-headline-line2: कोर्स की मान्यता नहीं दी गई xyxy=(303,269,389,279)
cont-text-economic-level xyxy=(156,642,320,790)
story-text-filler: ▬▬ ▬▬▬ ▬▬▬▬ ▬▬▬ ▬▬ ▬▬▬▬▬ ▬▬▬ ▬▬ ▬▬▬▬ ▬▬▬ ▬▬▬▬ ▬▬ ▬▬▬ ▬▬▬▬▬ ▬▬ ▬▬▬ ▬▬▬▬ ▬▬▬ ▬▬ ▬▬▬▬▬ ▬▬▬ ▬▬ ▬▬▬▬ ▬▬▬ ▬▬▬▬ ▬▬ ▬▬▬ ▬▬▬▬▬ ▬▬ ▬▬▬ ▬▬▬▬ ▬▬▬ ▬▬ ▬▬▬▬▬ ▬▬▬ ▬▬ ▬▬▬▬ ▬▬▬ ▬▬▬▬ ▬▬ ▬▬▬ ▬▬▬▬▬ ▬▬ ▬▬▬ ▬▬▬▬ ▬▬▬ ▬▬ ▬▬▬▬▬ ▬▬▬ ▬▬ ▬▬▬▬ ▬▬▬ ▬▬▬▬ ▬▬ ▬▬▬ ▬▬▬▬▬ ▬▬ ▬▬▬ ▬▬▬▬ ▬▬▬ ▬▬ ▬▬▬▬▬ ▬▬▬ ▬▬ ▬▬▬▬ ▬▬▬ ▬▬▬▬ ▬▬ ▬▬▬ ▬▬▬▬▬ ▬▬ ▬▬▬ ▬▬▬▬ ▬▬▬ ▬▬ ▬▬▬▬▬ ▬▬▬ ▬▬ ▬▬▬▬ ▬▬▬ ▬▬▬▬ ▬▬ ▬▬▬ ▬▬▬▬▬ ▬▬ ▬▬▬ ▬▬▬▬ ▬▬▬ ▬▬ ▬▬▬▬▬ ▬▬▬ ▬▬ ▬▬▬▬ ▬▬▬ ▬▬▬▬ ▬▬ ▬▬▬ ▬▬▬▬▬ ▬▬ ▬▬▬ ▬▬▬▬ ▬▬▬ ▬▬ ▬▬▬▬▬ xyxy=(327,687,497,756)
promo-quarterly: त्रैमासिक शुल्क xyxy=(8,703,35,710)
column-divider xyxy=(323,382,324,790)
promo-editor-photo xyxy=(66,723,96,759)
story-text-filler: ▬▬ ▬▬▬ ▬▬▬▬ ▬▬▬ ▬▬ ▬▬▬▬▬ ▬▬▬ ▬▬ ▬▬▬▬ ▬▬▬ ▬▬▬▬ ▬▬ ▬▬▬ ▬▬▬▬▬ ▬▬ ▬▬▬ ▬▬▬▬ ▬▬▬ ▬▬ ▬▬▬▬▬ ▬▬▬ ▬▬ ▬▬▬▬ ▬▬▬ ▬▬▬▬ ▬▬ ▬▬▬ ▬▬▬▬▬ ▬▬ ▬▬▬ ▬▬▬▬ ▬▬▬ ▬▬ ▬▬▬▬▬ ▬▬▬ ▬▬ ▬▬▬▬ ▬▬▬ ▬▬▬▬ ▬▬ ▬▬▬ ▬▬▬▬▬ ▬▬ ▬▬▬ ▬▬▬▬ ▬▬▬ ▬▬ ▬▬▬▬▬ ▬▬▬ ▬▬ ▬▬▬▬ ▬▬▬ ▬▬▬▬ ▬▬ ▬▬▬ ▬▬▬▬▬ ▬▬ ▬▬▬ ▬▬▬▬ xyxy=(365,154,429,255)
story-text-filler: ▬▬▬ ▬▬ ▬▬▬▬ ▬▬ ▬▬▬ ▬▬▬▬ ▬▬ ▬▬▬ ▬▬▬▬▬ ▬▬ ▬▬▬ ▬▬▬▬ ▬▬▬ ▬▬ ▬▬▬▬▬ ▬▬▬ ▬▬ ▬▬▬▬ ▬▬▬ ▬▬▬▬ ▬▬ ▬▬▬ ▬▬▬▬▬ ▬▬ ▬▬▬ ▬▬▬▬ ▬▬▬ xyxy=(225,308,299,353)
continuation-strip-title: पृष्ठ एक के शेष xyxy=(153,370,363,381)
drowning-headline-line2: सहित तीन किशोरियों की मौत xyxy=(39,277,189,294)
story-text-filler: ▬▬▬ ▬▬ ▬▬▬▬ ▬▬ ▬▬▬ ▬▬▬▬ ▬▬ ▬▬▬ ▬▬▬▬▬ ▬▬ ▬▬▬ ▬▬▬▬ ▬▬▬ ▬▬ ▬▬▬▬▬ ▬▬▬ ▬▬ ▬▬▬▬ ▬▬▬ ▬▬▬▬ ▬▬ ▬▬▬ ▬▬▬▬▬ ▬▬ ▬▬▬ ▬▬▬▬ ▬▬▬ ▬▬ ▬▬▬▬▬ ▬▬▬ ▬▬ ▬▬▬▬ ▬▬▬ ▬▬▬▬ ▬▬ ▬▬▬ ▬▬▬▬▬ ▬▬ ▬▬▬ ▬▬▬▬ ▬▬▬ ▬▬ ▬▬▬▬▬ ▬▬▬ ▬▬ ▬▬▬▬ ▬▬▬ ▬▬▬▬ ▬▬ ▬▬▬ ▬▬▬▬▬ ▬▬ ▬▬▬ ▬▬▬▬ ▬▬▬ ▬▬ ▬▬▬▬▬ ▬▬▬ ▬▬ ▬▬▬▬ ▬▬▬ ▬▬▬▬ ▬▬ ▬▬▬ ▬▬▬▬▬ ▬▬ ▬▬▬ ▬▬▬▬ ▬▬▬ ▬▬ ▬▬▬▬▬ ▬▬▬ ▬▬ ▬▬▬▬ ▬▬▬ ▬▬▬▬ ▬▬ ▬▬▬ ▬▬▬▬▬ ▬▬ ▬▬▬ ▬▬▬▬ ▬▬▬ ▬▬ ▬▬▬▬▬ xyxy=(303,84,359,242)
drowning-text-col3 xyxy=(151,296,221,368)
top-right-text-col2 xyxy=(365,154,429,259)
promo-tagline: सदस्यता अभियान xyxy=(8,683,38,688)
